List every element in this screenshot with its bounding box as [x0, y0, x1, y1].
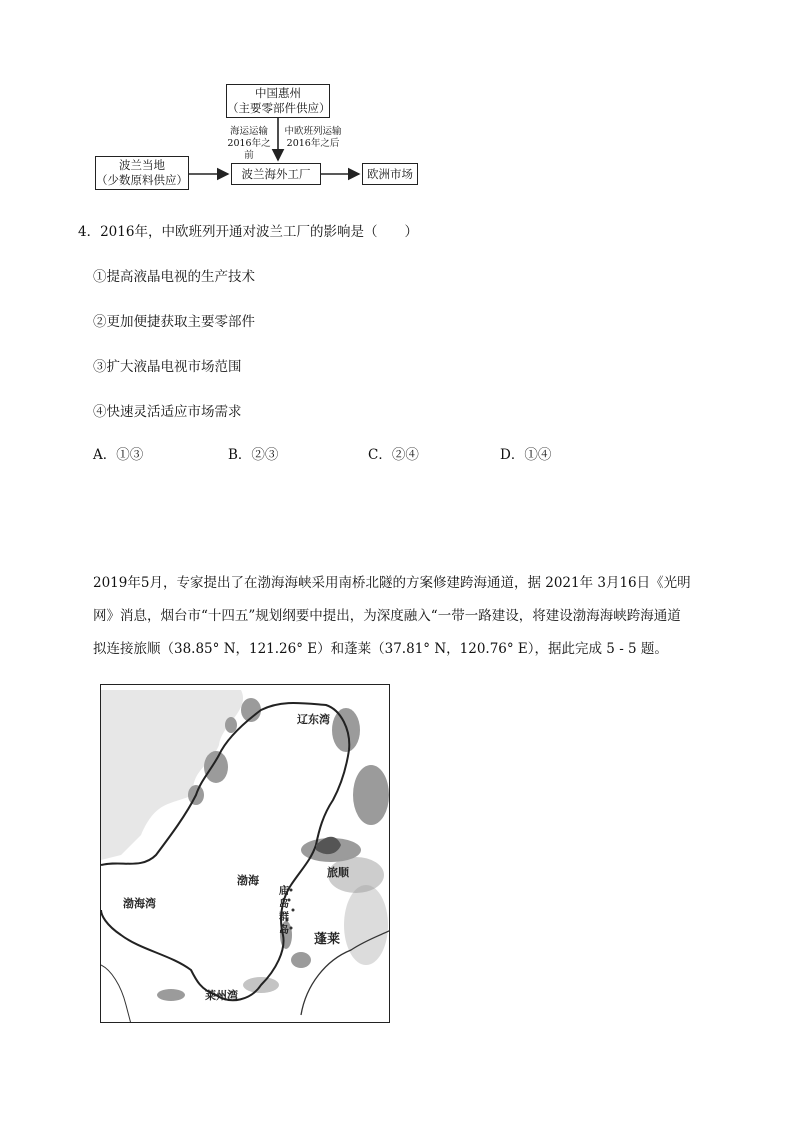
- map-label-liaodong-bay: 辽东湾: [297, 713, 330, 726]
- flow-box-poland-local-line1: 波兰当地: [119, 158, 165, 172]
- map-label-bohai-bay: 渤海湾: [123, 897, 156, 910]
- question-4-item-2: ②更加便捷获取主要零部件: [93, 314, 255, 330]
- choice-d[interactable]: D．①④: [500, 447, 552, 463]
- question-4-item-3: ③扩大液晶电视市场范围: [93, 359, 242, 375]
- question-4-item-4: ④快速灵活适应市场需求: [93, 404, 242, 420]
- flow-note-rail-line1: 中欧班列运输: [284, 126, 342, 137]
- flow-note-rail: [281, 126, 345, 150]
- passage: [93, 567, 733, 666]
- bohai-map: [100, 684, 390, 1023]
- flow-note-sea: [223, 126, 275, 162]
- bohai-map-drawing: [101, 685, 390, 1023]
- choice-a[interactable]: A．①③: [93, 447, 144, 463]
- flow-note-rail-line2: 2016年之后: [286, 138, 340, 149]
- flow-box-poland-local-line2: （少数原料供应）: [96, 173, 188, 187]
- passage-line-3: 拟连接旅顺（38.85° N，121.26° E）和蓬莱（37.81° N，120.76° E），据此完成 5 - 5 题。: [93, 641, 668, 657]
- question-4-item-1: ①提高液晶电视的生产技术: [93, 269, 255, 285]
- question-4-stem: 4．2016年，中欧班列开通对波兰工厂的影响是（ ）: [78, 224, 418, 240]
- map-label-islands: 庙岛群岛: [279, 886, 289, 936]
- flow-note-sea-line1: 海运运输: [229, 126, 268, 137]
- choice-c[interactable]: C．②④: [368, 447, 419, 463]
- map-label-lushun: 旅顺: [327, 866, 349, 879]
- passage-line-1: 2019年5月，专家提出了在渤海海峡采用南桥北隧的方案修建跨海通道，据 2021年 3月16日《光明: [93, 575, 691, 591]
- flow-note-sea-line2: 2016年之前: [227, 138, 271, 161]
- flow-box-huizhou-line1: 中国惠州: [255, 86, 301, 100]
- flow-box-europe-market-label: 欧洲市场: [367, 167, 413, 181]
- map-label-laizhou-bay: 莱州湾: [205, 989, 238, 1002]
- map-label-penglai: 蓬莱: [314, 932, 341, 947]
- flow-box-huizhou-line2: （主要零部件供应）: [227, 101, 331, 115]
- flow-box-poland-factory-label: 波兰海外工厂: [241, 167, 311, 181]
- choice-b[interactable]: B．②③: [228, 447, 279, 463]
- passage-line-2: 网》消息，烟台市“十四五”规划纲要中提出，为深度融入“一带一路建设，将建设渤海海峡跨海通道: [93, 608, 681, 624]
- flow-arrows: [0, 0, 794, 200]
- map-label-bohai: 渤海: [237, 874, 259, 887]
